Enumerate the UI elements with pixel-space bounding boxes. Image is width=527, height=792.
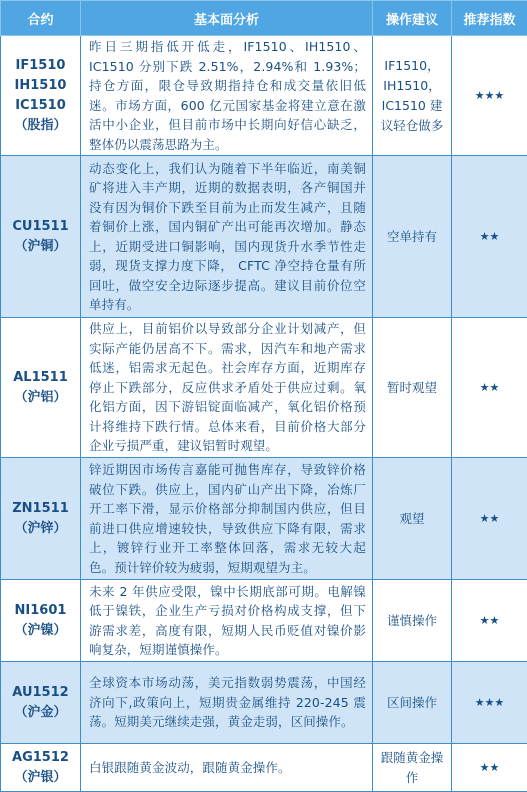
contract-label: （沪银） [14, 769, 67, 785]
advice-cell: 暂时观望 [373, 318, 452, 458]
table-row [1, 744, 527, 792]
header-rating: 推荐指数 [452, 1, 527, 36]
contract-code: AG1512 [12, 749, 69, 765]
table-row [1, 156, 527, 318]
table-row [1, 662, 527, 744]
advice-cell: IF1510，IH1510，IC1510 建议轻仓做多 [373, 36, 452, 156]
advice-cell: 跟随黄金操作 [373, 744, 452, 792]
table-row [1, 36, 527, 156]
rating-stars: ★★ [452, 580, 527, 662]
table-row [1, 458, 527, 580]
rating-stars: ★★ [452, 156, 527, 318]
analysis-cell: 锌近期因市场传言嘉能可抛售库存，导致锌价格破位下跌。供应上，国内矿山产出下降，冶炼厂开工率下滑，显示价格部分抑制国内供应，但目前进口供应增速较快，导致供应下降有限，需求上，镀锌行业开工率整体回落，需求无较大起色。预计锌价较为疲弱，短期观望为主。 [81, 458, 373, 580]
contract-cell [1, 156, 81, 318]
analysis-cell: 白银跟随黄金波动，跟随黄金操作。 [81, 744, 373, 792]
analysis-cell: 昨日三期指低开低走，IF1510、IH1510、IC1510 分别下跌 2.51%，2.94%和 1.93%；持仓方面，限仓导致期指持仓和成交量依旧低迷。市场方面，600 亿元国家基金将建立意在激活中小企业，但目前市场中长期向好信心缺乏，整体仍以震荡思路为主。 [81, 36, 373, 156]
contract-code: IC1510 [15, 97, 66, 113]
contract-label: （沪铜） [14, 238, 67, 254]
rating-stars: ★★ [452, 318, 527, 458]
analysis-cell: 动态变化上，我们认为随着下半年临近，南美铜矿将进入丰产期，近期的数据表明，各产铜国并没有因为铜价下跌至目前为止而发生减产，且随着铜价上涨，国内铜矿产出可能再次增加。静态上，近期受进口铜影响，国内现货升水季节性走弱，现货支撑力度下降， CFTC 净空持仓量有所回吐，做空安全边际逐步提高。建议目前价位空单持有。 [81, 156, 373, 318]
rating-stars: ★★★ [452, 36, 527, 156]
analysis-cell: 未来 2 年供应受限，镍中长期底部可期。电解镍低于镍铁，企业生产亏损对价格构成支撑，但下游需求差，高度有限，短期人民币贬值对镍价影响复杂，短期谨慎操作。 [81, 580, 373, 662]
advice-cell: 观望 [373, 458, 452, 580]
header-contract: 合约 [1, 1, 81, 36]
rating-stars: ★★★ [452, 662, 527, 744]
analysis-cell: 全球资本市场动荡，美元指数弱势震荡，中国经济向下,政策向上，短期贵金属维持 220-245 震荡。短期美元继续走强，黄金走弱，区间操作。 [81, 662, 373, 744]
contract-label: （沪镍） [14, 622, 67, 638]
contract-code: CU1511 [12, 218, 69, 234]
contract-cell [1, 662, 81, 744]
contract-code: AL1511 [13, 369, 68, 385]
contract-label: （股指） [14, 117, 67, 133]
contract-cell [1, 458, 81, 580]
header-analysis: 基本面分析 [81, 1, 373, 36]
advice-cell: 谨慎操作 [373, 580, 452, 662]
analysis-cell: 供应上，目前铝价以导致部分企业计划减产，但实际产能仍居高不下。需求，因汽车和地产需求低迷，铝需求无起色。社会库存方面，近期库存停止下跌部分，反应供求矛盾处于供应过剩。氧化铝方面，因下游铝锭面临减产，氧化铝价格预计将维持下跌行情。总体来看，目前价格大部分企业亏损严重，建议铝暂时观望。 [81, 318, 373, 458]
contract-label: （沪金） [14, 704, 67, 720]
table-header-row [1, 1, 527, 36]
contract-code: AU1512 [12, 684, 69, 700]
contract-cell [1, 580, 81, 662]
contract-code: NI1601 [14, 602, 67, 618]
contract-label: （沪铝） [14, 389, 67, 405]
rating-stars: ★★ [452, 458, 527, 580]
contract-label: （沪锌） [14, 520, 67, 536]
advice-cell: 空单持有 [373, 156, 452, 318]
contract-code: IF1510 [15, 57, 66, 73]
contract-cell [1, 36, 81, 156]
rating-stars: ★★ [452, 744, 527, 792]
advice-cell: 区间操作 [373, 662, 452, 744]
contract-code: ZN1511 [12, 500, 69, 516]
table-row [1, 318, 527, 458]
header-advice: 操作建议 [373, 1, 452, 36]
contract-cell [1, 744, 81, 792]
table-row [1, 580, 527, 662]
contract-code: IH1510 [14, 77, 67, 93]
contract-cell [1, 318, 81, 458]
